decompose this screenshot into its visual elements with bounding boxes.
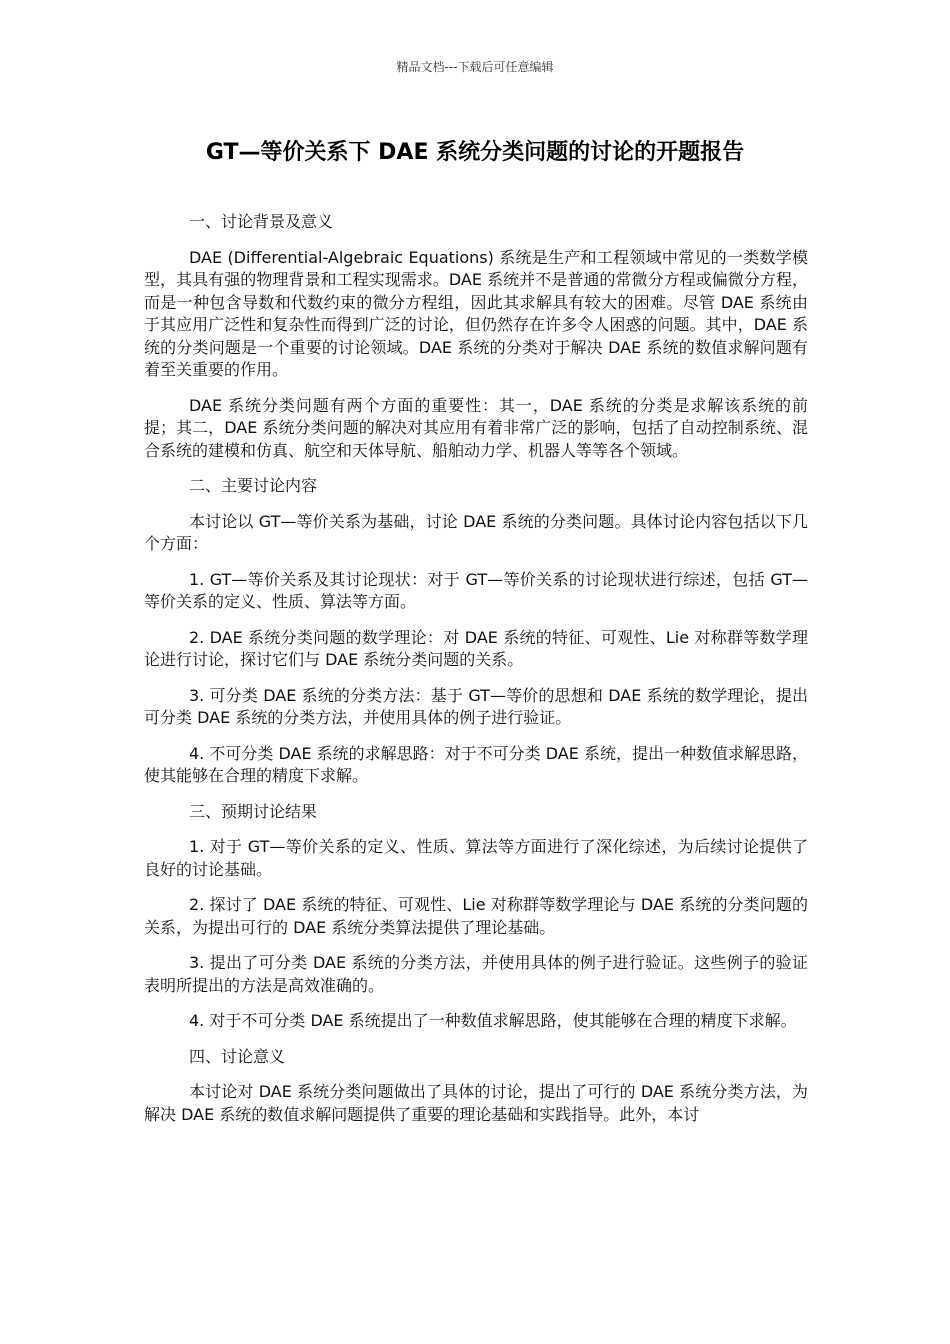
list-item: 3. 可分类 DAE 系统的分类方法：基于 GT—等价的思想和 DAE 系统的数学理论，提出可分类 DAE 系统的分类方法，并使用具体的例子进行验证。 — [144, 685, 808, 727]
list-item: 2. DAE 系统分类问题的数学理论：对 DAE 系统的特征、可观性、Lie 对称群等数学理论进行讨论，探讨它们与 DAE 系统分类问题的关系。 — [144, 627, 808, 669]
section-heading-background: 一、讨论背景及意义 — [189, 212, 334, 231]
list-item: 2. 探讨了 DAE 系统的特征、可观性、Lie 对称群等数学理论与 DAE 系统的分类问题的关系，为提出可行的 DAE 系统分类算法提供了理论基础。 — [144, 895, 808, 937]
section-heading-main-content: 二、主要讨论内容 — [189, 476, 318, 495]
paragraph: DAE 系统分类问题有两个方面的重要性：其一，DAE 系统的分类是求解该系统的前提；其二，DAE 系统分类问题的解决对其应用有着非常广泛的影响，包括了自动控制系统、混合系统的建模和仿真、航空和天体导航、船舶动力学、机器人等等各个领域。 — [144, 395, 808, 460]
list-item: 1. GT—等价关系及其讨论现状：对于 GT—等价关系的讨论现状进行综述，包括 GT—等价关系的定义、性质、算法等方面。 — [144, 569, 808, 611]
list-item: 4. 对于不可分类 DAE 系统提出了一种数值求解思路，使其能够在合理的精度下求解。 — [189, 1011, 797, 1030]
paragraph: 本讨论以 GT—等价关系为基础，讨论 DAE 系统的分类问题。具体讨论内容包括以下几个方面： — [144, 511, 808, 553]
list-item: 3. 提出了可分类 DAE 系统的分类方法，并使用具体的例子进行验证。这些例子的验证表明所提出的方法是高效准确的。 — [144, 953, 808, 995]
document-body — [144, 211, 808, 1139]
list-item: 4. 不可分类 DAE 系统的求解思路：对于不可分类 DAE 系统，提出一种数值求解思路，使其能够在合理的精度下求解。 — [144, 743, 808, 785]
paragraph: 本讨论对 DAE 系统分类问题做出了具体的讨论，提出了可行的 DAE 系统分类方法，为解决 DAE 系统的数值求解问题提供了重要的理论基础和实践指导。此外，本讨 — [144, 1082, 808, 1124]
section-heading-expected-results: 三、预期讨论结果 — [189, 801, 318, 821]
header-note: 精品文档---下载后可任意编辑 — [396, 60, 554, 74]
document-title: GT—等价关系下 DAE 系统分类问题的讨论的开题报告 — [205, 140, 745, 165]
paragraph: DAE (Differential-Algebraic Equations) 系统是生产和工程领域中常见的一类数学模型，其具有强的物理背景和工程实现需求。DAE 系统并不是普通的常微分方程或偏微分方程，而是一种包含导数和代数约束的微分方程组，因此其求解具有较大的困难。尽管 DAE 系统由于其应用广泛性和复杂性而得到广泛的讨论，但仍然存在许多令人困惑的问题。其中，DAE 系统的分类问题是一个重要的讨论领域。DAE 系统的分类对于解决 DAE 系统的数值求解问题有着至关重要的作用。 — [144, 247, 808, 379]
section-heading-significance: 四、讨论意义 — [189, 1046, 286, 1066]
list-item: 1. 对于 GT—等价关系的定义、性质、算法等方面进行了深化综述，为后续讨论提供了良好的讨论基础。 — [144, 837, 808, 879]
